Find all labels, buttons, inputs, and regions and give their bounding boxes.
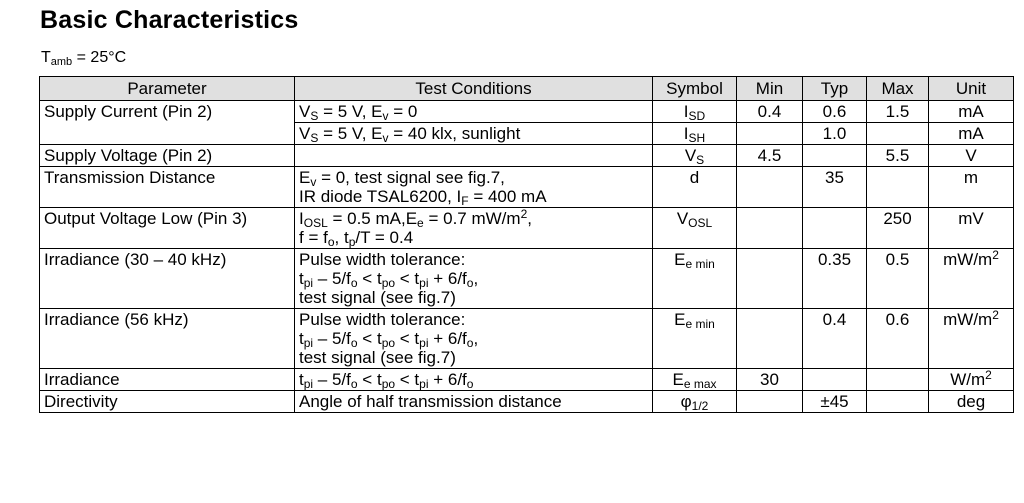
parameter-cell: [40, 123, 295, 145]
section-title: Basic Characteristics: [40, 6, 299, 34]
conditions-cell: [295, 145, 653, 167]
max-cell: 1.5: [867, 101, 929, 123]
typ-cell: 1.0: [803, 123, 867, 145]
symbol-cell: $E_{e min}$: [653, 309, 737, 369]
table-row: [40, 391, 1014, 413]
header-parameter: Parameter: [40, 77, 295, 101]
table-row: [40, 369, 1014, 391]
conditions-cell: Angle of half transmission distance: [295, 391, 653, 413]
max-cell: 250: [867, 208, 929, 249]
min-cell: 4.5: [737, 145, 803, 167]
conditions-cell: Pulse width tolerance: $t_{pi} - 5/f_o < t_{po} < t_{pi} + 6/f_o$, test signal (see fig.7): [295, 249, 653, 309]
max-cell: [867, 369, 929, 391]
conditions-cell: $E_v = 0$, test signal see fig.7, IR diode TSAL6200, $I_F = 400$ mA: [295, 167, 653, 208]
header-symbol: Symbol: [653, 77, 737, 101]
symbol-cell: d: [653, 167, 737, 208]
typ-cell: [803, 145, 867, 167]
symbol-cell: $V_S$: [653, 145, 737, 167]
typ-cell: [803, 369, 867, 391]
header-min: Min: [737, 77, 803, 101]
unit-cell: V: [929, 145, 1014, 167]
table-header-row: [40, 77, 1014, 101]
unit-cell: $W/m^2$: [929, 369, 1014, 391]
parameter-cell: Irradiance (56 kHz): [40, 309, 295, 369]
conditions-cell: Pulse width tolerance: $t_{pi} - 5/f_o < t_{po} < t_{pi} + 6/f_o$, test signal (see fig.7): [295, 309, 653, 369]
typ-cell: 0.4: [803, 309, 867, 369]
unit-cell: mV: [929, 208, 1014, 249]
symbol-cell: $E_{e min}$: [653, 249, 737, 309]
table-row: [40, 249, 1014, 309]
conditions-cell: $t_{pi} - 5/f_o < t_{po} < t_{pi} + 6/f_o$: [295, 369, 653, 391]
max-cell: [867, 167, 929, 208]
ambient-temperature-condition: $T_{amb} = 25^\circ C$: [41, 49, 127, 68]
header-max: Max: [867, 77, 929, 101]
table-row: [40, 101, 1014, 123]
max-cell: [867, 123, 929, 145]
header-typ: Typ: [803, 77, 867, 101]
min-cell: [737, 391, 803, 413]
header-test-conditions: Test Conditions: [295, 77, 653, 101]
parameter-cell: Transmission Distance: [40, 167, 295, 208]
parameter-cell: Directivity: [40, 391, 295, 413]
max-cell: 0.6: [867, 309, 929, 369]
min-cell: [737, 208, 803, 249]
min-cell: [737, 167, 803, 208]
min-cell: [737, 309, 803, 369]
min-cell: 30: [737, 369, 803, 391]
max-cell: 5.5: [867, 145, 929, 167]
symbol-cell: $I_{SD}$: [653, 101, 737, 123]
symbol-cell: $I_{SH}$: [653, 123, 737, 145]
table-row: [40, 123, 1014, 145]
max-cell: 0.5: [867, 249, 929, 309]
min-cell: [737, 123, 803, 145]
typ-cell: 0.35: [803, 249, 867, 309]
characteristics-table: [39, 76, 1014, 413]
conditions-cell: $I_{OSL} = 0.5$ $mA,E_e = 0.7$ $mW/m^2$, $f = f_o$, $t_p/T = 0.4$: [295, 208, 653, 249]
max-cell: [867, 391, 929, 413]
typ-cell: [803, 208, 867, 249]
symbol-cell: $\varphi_{1/2}$: [653, 391, 737, 413]
header-unit: Unit: [929, 77, 1014, 101]
typ-cell: 35: [803, 167, 867, 208]
min-cell: 0.4: [737, 101, 803, 123]
parameter-cell: Output Voltage Low (Pin 3): [40, 208, 295, 249]
symbol-cell: $V_{OSL}$: [653, 208, 737, 249]
unit-cell: m: [929, 167, 1014, 208]
typ-cell: ±45: [803, 391, 867, 413]
typ-cell: 0.6: [803, 101, 867, 123]
symbol-cell: $E_{e max}$: [653, 369, 737, 391]
conditions-cell: $V_S = 5$ V, $E_v = 40$ klx, sunlight: [295, 123, 653, 145]
parameter-cell: Supply Current (Pin 2): [40, 101, 295, 123]
table-row: [40, 167, 1014, 208]
parameter-cell: Irradiance (30 – 40 kHz): [40, 249, 295, 309]
unit-cell: $mW/m^2$: [929, 249, 1014, 309]
min-cell: [737, 249, 803, 309]
conditions-cell: $V_S = 5$ V, $E_v = 0$: [295, 101, 653, 123]
unit-cell: $mW/m^2$: [929, 309, 1014, 369]
unit-cell: deg: [929, 391, 1014, 413]
parameter-cell: Supply Voltage (Pin 2): [40, 145, 295, 167]
table-row: [40, 145, 1014, 167]
table-row: [40, 208, 1014, 249]
unit-cell: mA: [929, 101, 1014, 123]
table-row: [40, 309, 1014, 369]
unit-cell: mA: [929, 123, 1014, 145]
parameter-cell: Irradiance: [40, 369, 295, 391]
